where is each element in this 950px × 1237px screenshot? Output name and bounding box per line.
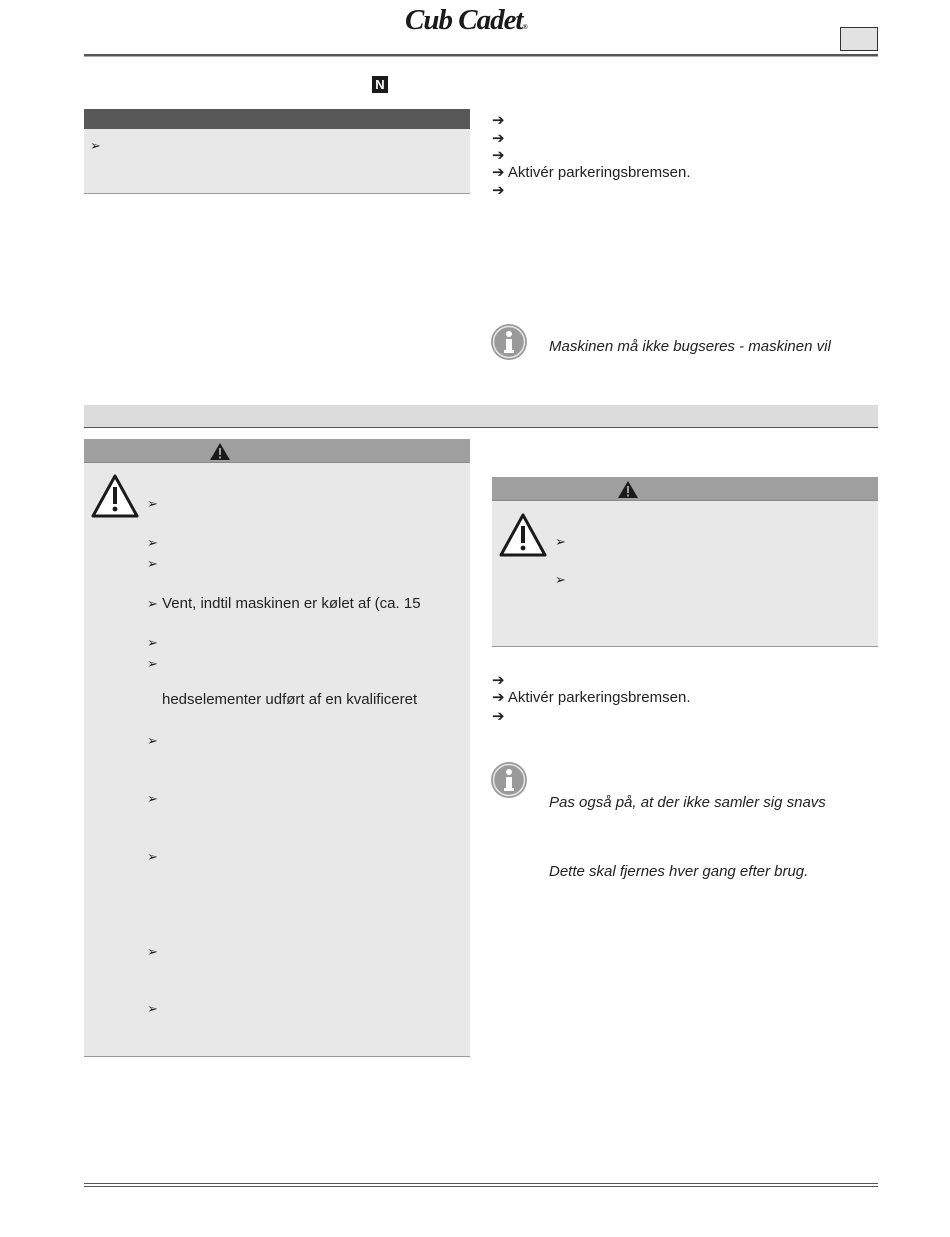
arrow-bullet-icon: ➔ <box>492 130 505 147</box>
info-note-text: Maskinen må ikke bugseres - maskinen vil <box>549 338 831 355</box>
arrow-bullet-icon: ➔ <box>492 182 505 199</box>
step-item: ➔ Aktivér parkeringsbremsen. <box>492 164 691 181</box>
page-number-box <box>840 27 878 51</box>
warning-large-icon <box>498 512 548 558</box>
arrow-bullet-icon: ➔ <box>492 672 505 689</box>
chevron-bullet-icon: ➢ <box>147 849 158 864</box>
chevron-bullet-icon: ➢ <box>90 138 101 153</box>
warning-item: ➢ Vent, indtil maskinen er kølet af (ca. 15 <box>147 595 421 612</box>
header-rule <box>84 54 878 57</box>
brand-logo: Cub Cadet® <box>405 4 527 36</box>
arrow-bullet-icon: ➔ <box>492 708 505 725</box>
language-badge: N <box>372 76 388 93</box>
chevron-bullet-icon: ➢ <box>147 596 158 611</box>
arrow-bullet-icon: ➔ <box>492 147 505 164</box>
chevron-bullet-icon: ➢ <box>147 733 158 748</box>
step-item: ➔ Aktivér parkeringsbremsen. <box>492 689 691 706</box>
chevron-bullet-icon: ➢ <box>555 534 566 549</box>
warning-triangle-icon <box>209 442 231 461</box>
chevron-bullet-icon: ➢ <box>147 944 158 959</box>
arrow-bullet-icon: ➔ <box>492 112 505 129</box>
note-box-header <box>84 109 470 129</box>
chevron-bullet-icon: ➢ <box>555 572 566 587</box>
info-note-text: Dette skal fjernes hver gang efter brug. <box>549 863 809 880</box>
step-item <box>492 182 505 200</box>
chevron-bullet-icon: ➢ <box>147 656 158 671</box>
warning-item-continuation: hedselementer udført af en kvalificeret <box>162 691 418 708</box>
step-item <box>492 130 505 148</box>
warning-box-header <box>84 439 470 463</box>
step-item <box>492 112 505 130</box>
warning-box-left <box>84 439 470 1057</box>
warning-triangle-icon <box>617 480 639 499</box>
chevron-bullet-icon: ➢ <box>147 635 158 650</box>
info-note-text: Pas også på, at der ikke samler sig snavs <box>549 794 826 811</box>
chevron-bullet-icon: ➢ <box>147 791 158 806</box>
step-item <box>492 147 505 165</box>
section-heading-bar <box>84 405 878 428</box>
info-icon <box>490 323 528 361</box>
chevron-bullet-icon: ➢ <box>147 556 158 571</box>
info-icon <box>490 761 528 799</box>
arrow-bullet-icon: ➔ <box>492 689 505 706</box>
arrow-bullet-icon: ➔ <box>492 164 505 181</box>
note-box-top-left <box>84 109 470 194</box>
footer-rule <box>84 1183 878 1187</box>
step-item <box>492 672 505 690</box>
step-item <box>492 708 505 726</box>
warning-large-icon <box>90 473 140 519</box>
warning-box-header <box>492 477 878 501</box>
chevron-bullet-icon: ➢ <box>147 1001 158 1016</box>
warning-box-right <box>492 477 878 647</box>
chevron-bullet-icon: ➢ <box>147 535 158 550</box>
chevron-bullet-icon: ➢ <box>147 496 158 511</box>
